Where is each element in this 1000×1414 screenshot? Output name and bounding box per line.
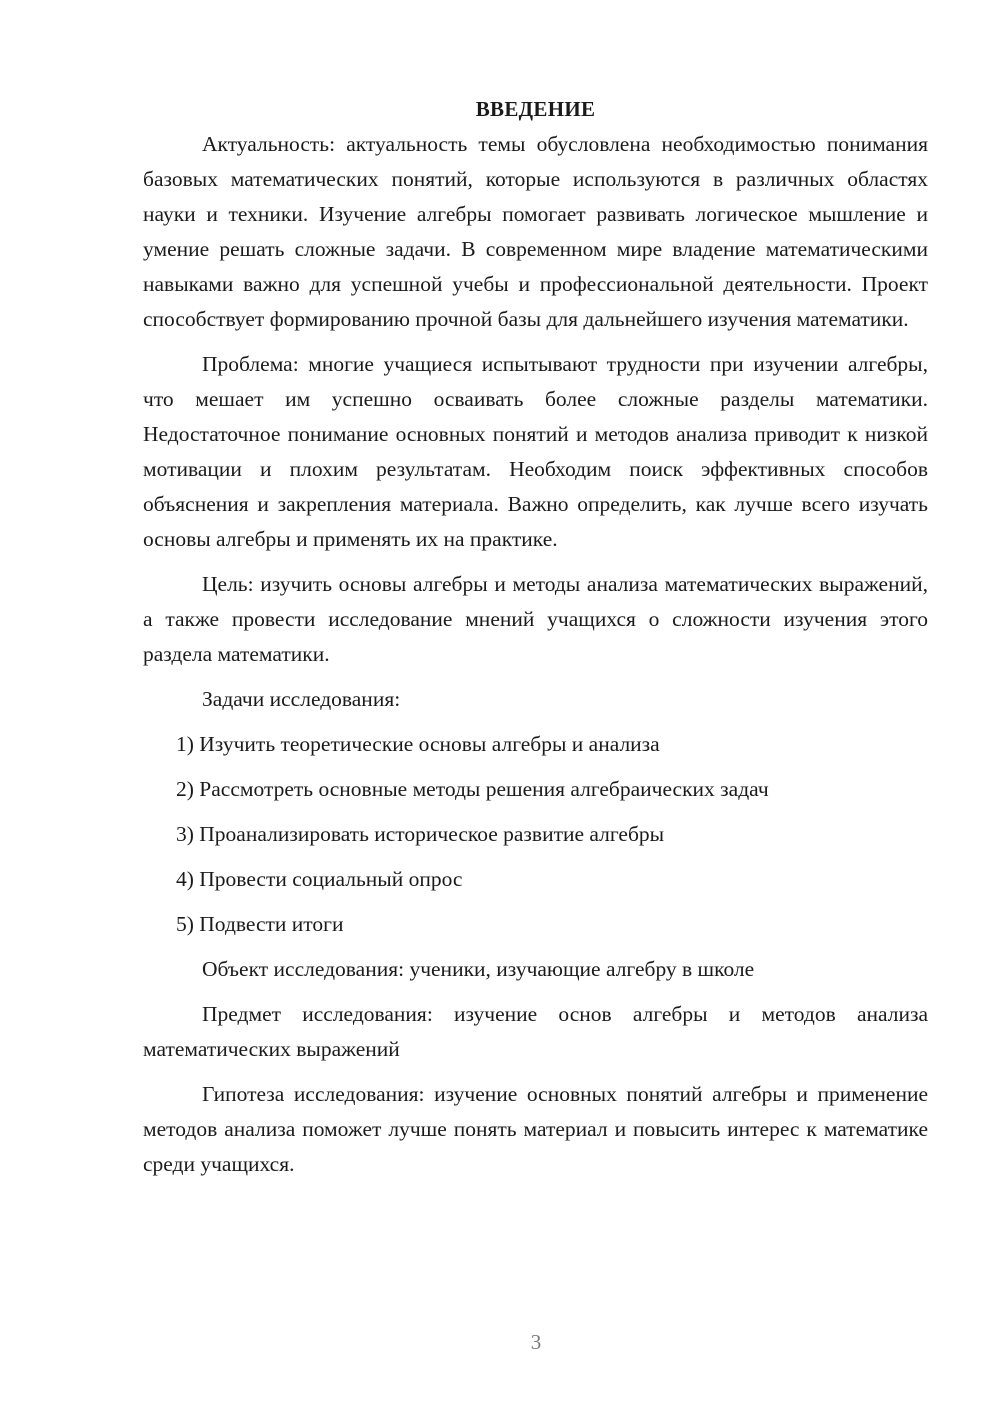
subject-paragraph: Предмет исследования: изучение основ алгебры и методов анализа математических выражений [143, 1002, 928, 1061]
document-page [143, 92, 928, 1192]
list-item: 1) Изучить теоретические основы алгебры и анализа [176, 732, 660, 756]
page-title: ВВЕДЕНИЕ [475, 97, 596, 121]
list-item: 5) Подвести итоги [176, 912, 344, 936]
tasks-list [143, 727, 928, 942]
page-number: 3 [530, 1330, 542, 1354]
hypothesis-paragraph: Гипотеза исследования: изучение основных понятий алгебры и применение методов анализа поможет лучше понять материал и повысить интерес к математике среди учащихся. [143, 1082, 928, 1176]
tasks-title: Задачи исследования: [202, 687, 401, 711]
relevance-paragraph: Актуальность: актуальность темы обусловлена необходимостью понимания базовых математических понятий, которые используются в различных областях науки и техники. Изучение алгебры помогает развивать логическое мышление и умение решать сложные задачи. В современном мире владение математическими навыками важно для успешной учебы и профессиональной деятельности. Проект способствует формированию прочной базы для дальнейшего изучения математики. [143, 132, 928, 331]
problem-paragraph: Проблема: многие учащиеся испытывают трудности при изучении алгебры, что мешает им успешно осваивать более сложные разделы математики. Недостаточное понимание основных понятий и методов анализа приводит к низкой мотивации и плохим результатам. Необходим поиск эффективных способов объяснения и закрепления материала. Важно определить, как лучше всего изучать основы алгебры и применять их на практике. [143, 352, 928, 551]
list-item: 2) Рассмотреть основные методы решения алгебраических задач [176, 777, 769, 801]
list-item: 3) Проанализировать историческое развитие алгебры [176, 822, 665, 846]
list-item: 4) Провести социальный опрос [176, 867, 463, 891]
goal-paragraph: Цель: изучить основы алгебры и методы анализа математических выражений, а также провести исследование мнений учащихся о сложности изучения этого раздела математики. [143, 572, 928, 666]
object-paragraph: Объект исследования: ученики, изучающие алгебру в школе [202, 957, 755, 981]
